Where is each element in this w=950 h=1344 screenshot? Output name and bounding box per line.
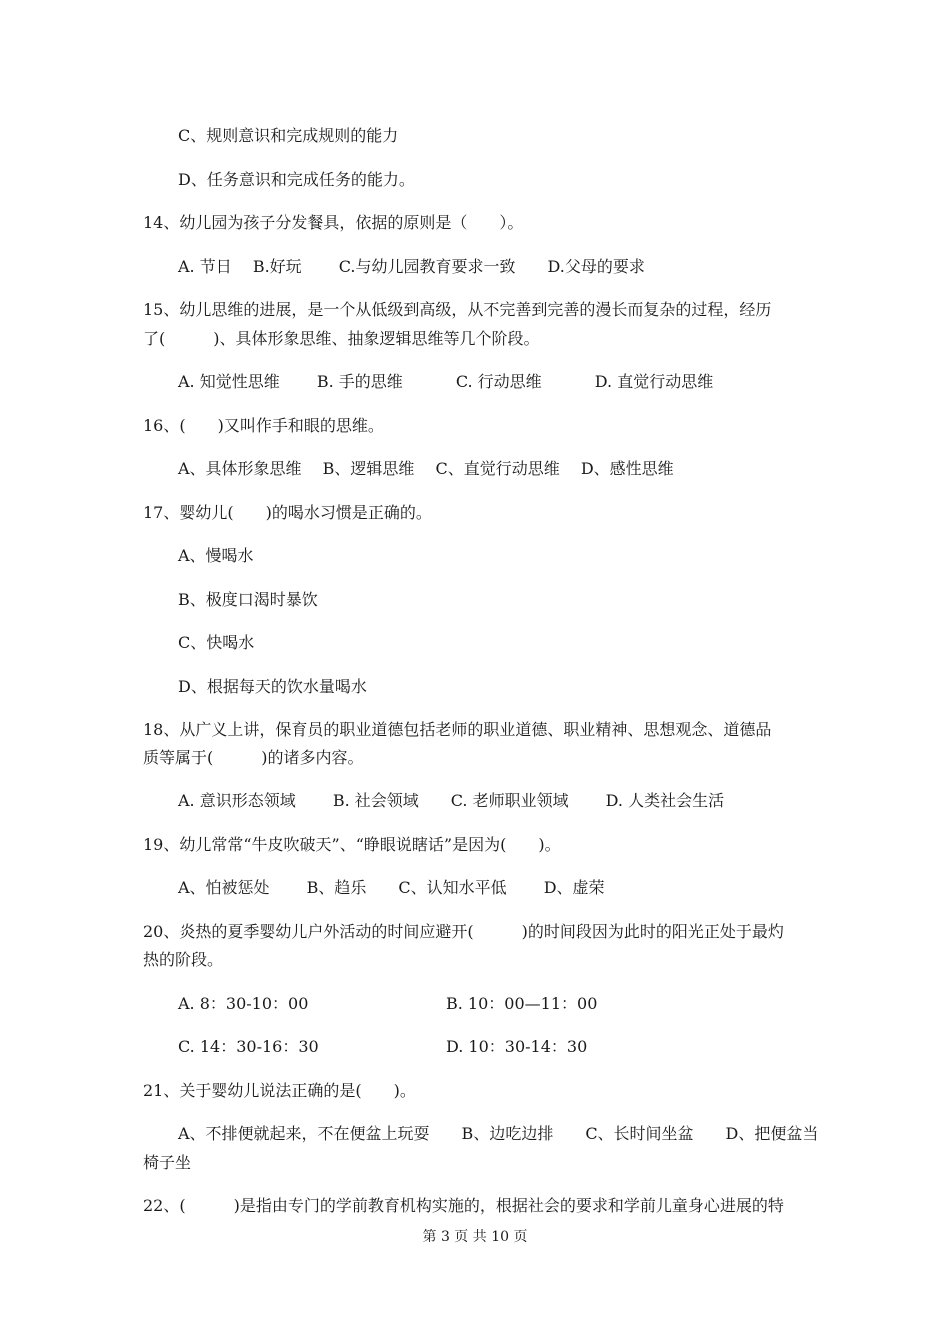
question-17-option-a: A、慢喝水: [178, 546, 254, 565]
question-22: 22、( )是指由专门的学前教育机构实施的，根据社会的要求和学前儿童身心进展的特: [143, 1196, 784, 1215]
question-15-line-1: 15、幼儿思维的进展，是一个从低级到高级，从不完善到完善的漫长而复杂的过程，经历: [143, 300, 772, 319]
question-21: 21、关于婴幼儿说法正确的是( )。: [143, 1081, 416, 1100]
question-21-options-line-2: 椅子坐: [143, 1153, 192, 1172]
question-17: 17、婴幼儿( )的喝水习惯是正确的。: [143, 503, 432, 522]
question-20-line-1: 20、炎热的夏季婴幼儿户外活动的时间应避开( )的时间段因为此时的阳光正处于最灼: [143, 922, 784, 941]
question-14: 14、幼儿园为孩子分发餐具，依据的原则是（ ）。: [143, 213, 524, 232]
page-footer: 第 3 页 共 10 页: [422, 1229, 528, 1245]
question-16-options: A、具体形象思维 B、逻辑思维 C、直觉行动思维 D、感性思维: [178, 459, 674, 478]
question-14-options: A. 节日 B.好玩 C.与幼儿园教育要求一致 D.父母的要求: [178, 257, 645, 276]
question-20-option-a: A. 8：30-10：00: [178, 994, 309, 1013]
question-17-option-b: B、极度口渴时暴饮: [178, 590, 318, 609]
question-20-line-2: 热的阶段。: [143, 950, 224, 969]
question-15-options: A. 知觉性思维 B. 手的思维 C. 行动思维 D. 直觉行动思维: [178, 372, 714, 391]
option-c-text: C、规则意识和完成规则的能力: [178, 126, 399, 145]
question-20-option-b: B. 10：00—11：00: [446, 994, 598, 1013]
question-17-option-c: C、快喝水: [178, 633, 255, 652]
question-17-option-d: D、根据每天的饮水量喝水: [178, 677, 367, 696]
question-20-option-d: D. 10：30-14：30: [446, 1037, 588, 1056]
question-19-options: A、怕被惩处 B、趋乐 C、认知水平低 D、虚荣: [178, 878, 605, 897]
question-18-options: A. 意识形态领域 B. 社会领域 C. 老师职业领域 D. 人类社会生活: [178, 791, 725, 810]
option-d-text: D、任务意识和完成任务的能力。: [178, 170, 415, 189]
question-18-line-2: 质等属于( )的诸多内容。: [143, 748, 364, 767]
question-19: 19、幼儿常常“牛皮吹破天”、“睁眼说瞎话”是因为( )。: [143, 835, 561, 854]
question-16: 16、( )又叫作手和眼的思维。: [143, 416, 384, 435]
question-15-line-2: 了( )、具体形象思维、抽象逻辑思维等几个阶段。: [143, 329, 540, 348]
question-20-option-c: C. 14：30-16：30: [178, 1037, 319, 1056]
question-21-options-line-1: A、不排便就起来，不在便盆上玩耍 B、边吃边排 C、长时间坐盆 D、把便盆当: [178, 1124, 819, 1143]
question-18-line-1: 18、从广义上讲，保育员的职业道德包括老师的职业道德、职业精神、思想观念、道德品: [143, 720, 772, 739]
